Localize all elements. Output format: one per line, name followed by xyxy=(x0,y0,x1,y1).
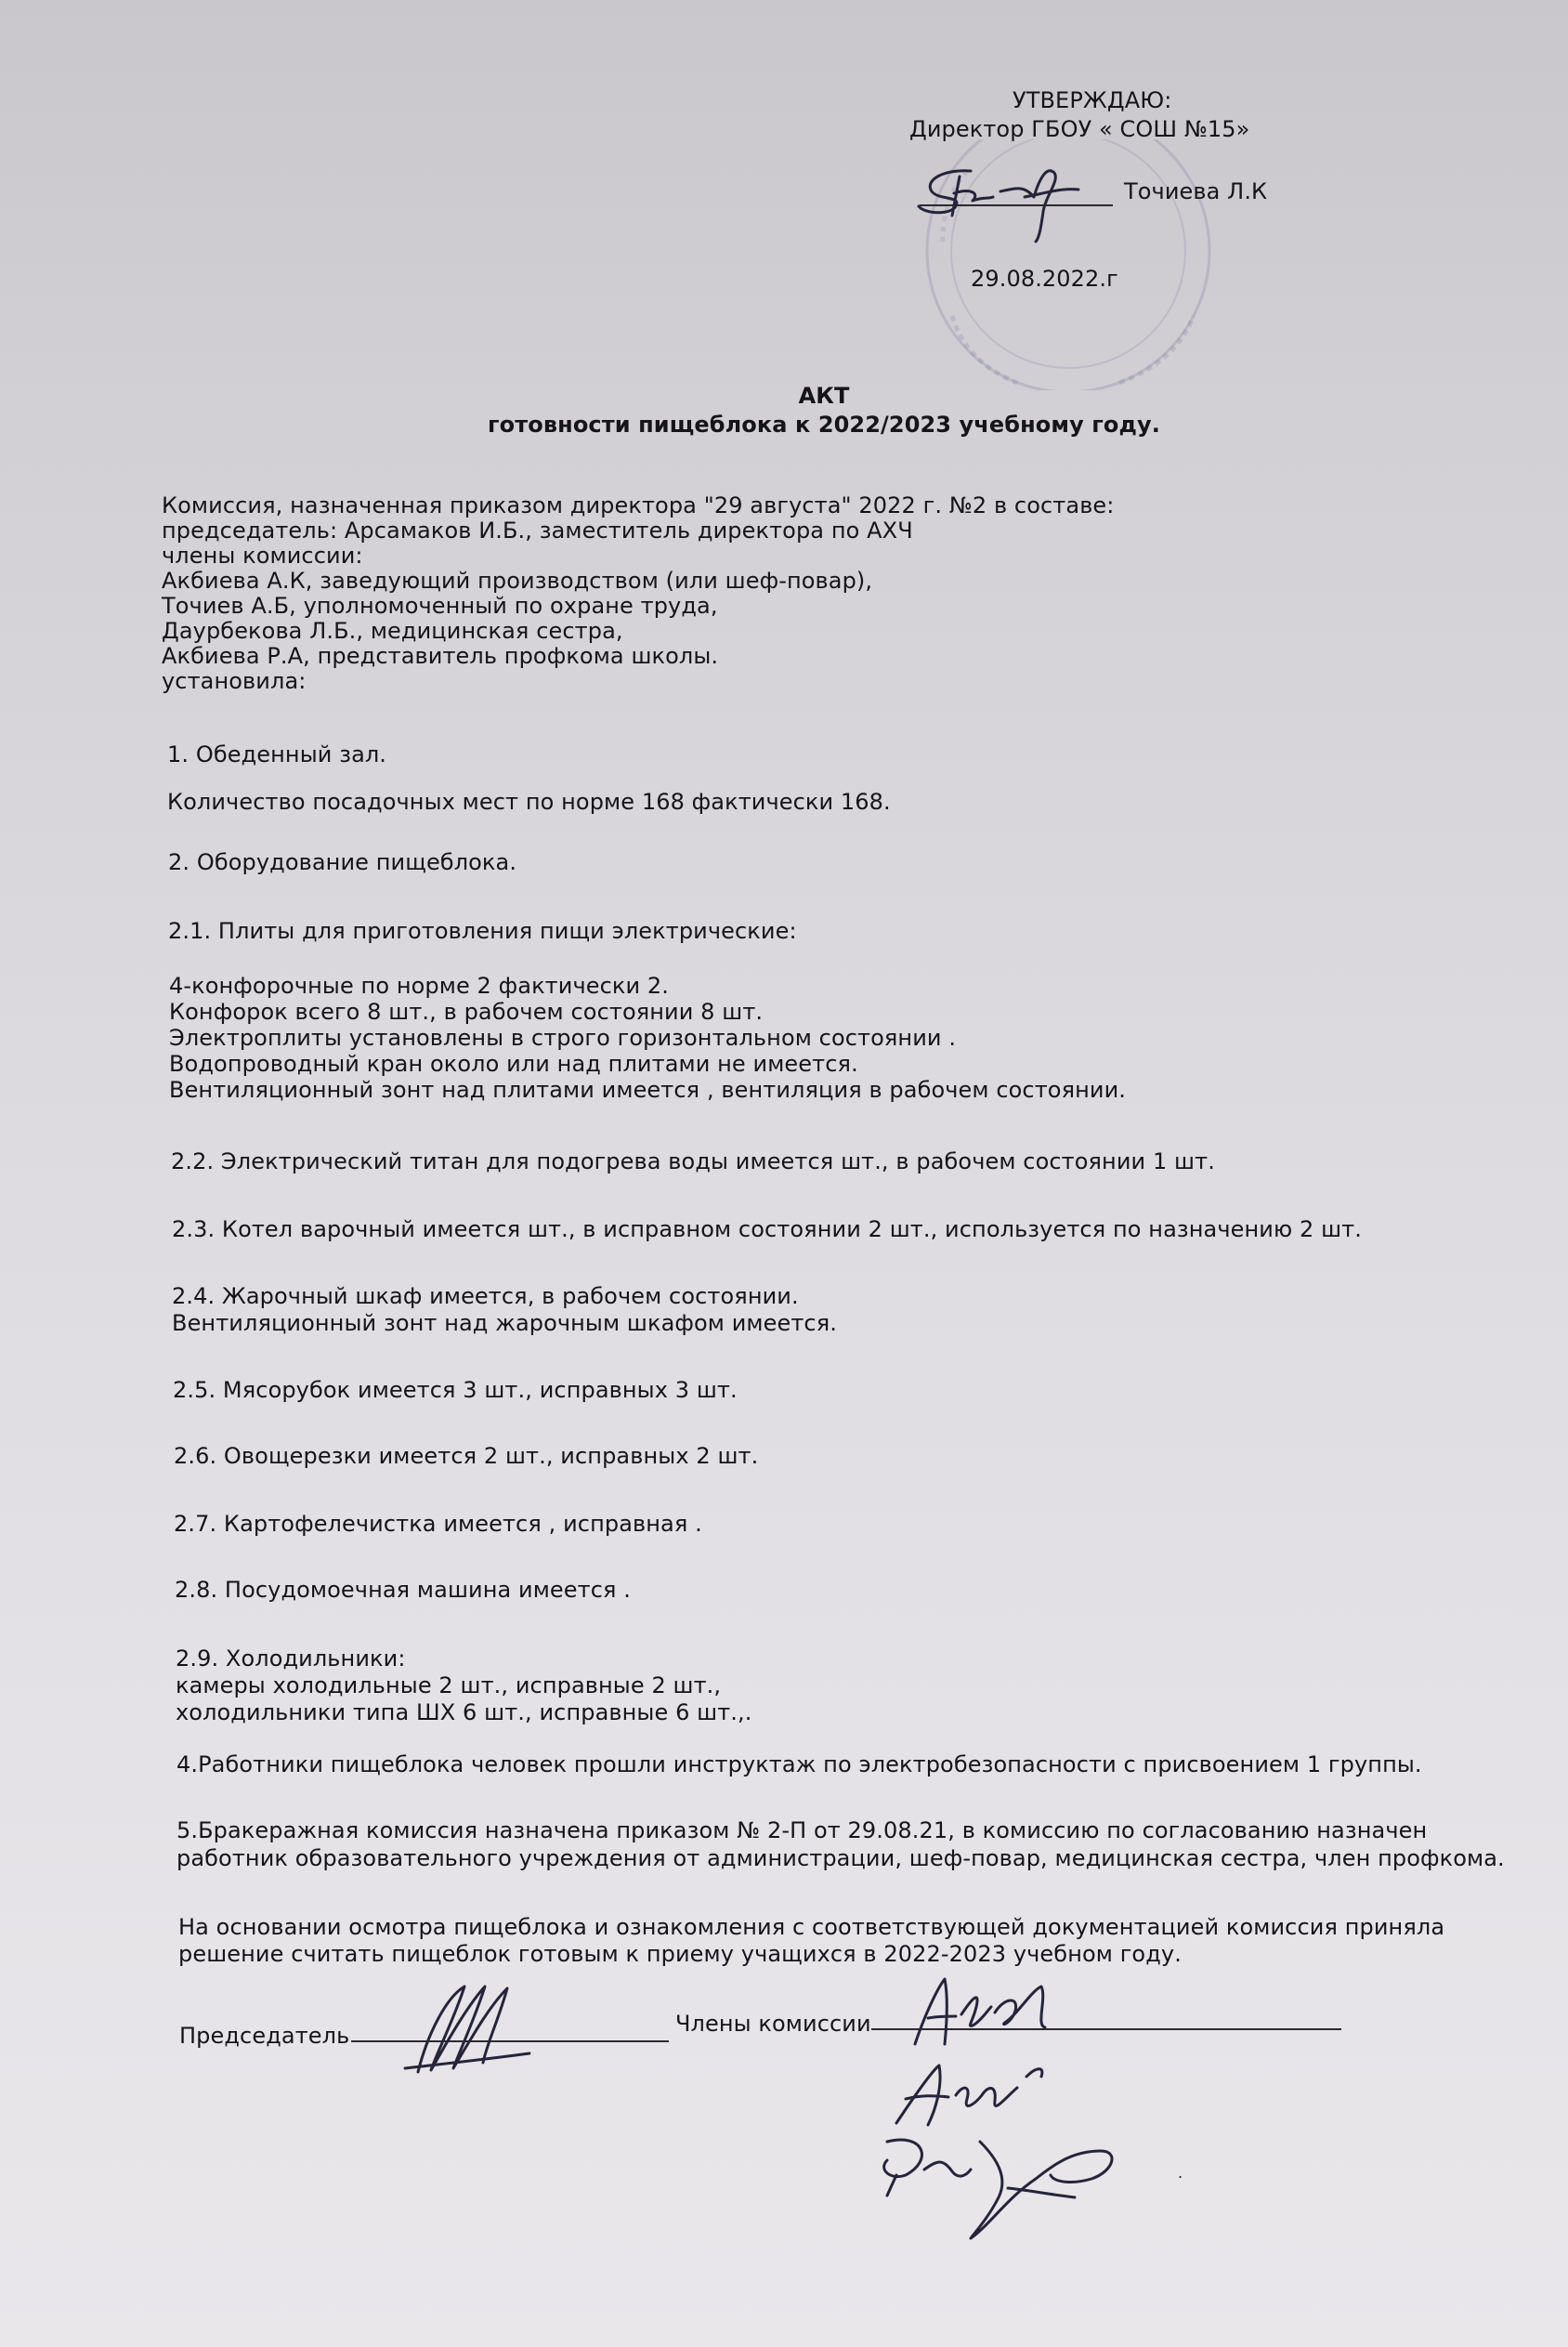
director-signature xyxy=(915,160,1119,243)
approval-heading: УТВЕРЖДАЮ: xyxy=(1013,87,1172,113)
intro-line: Точиев А.Б, уполномоченный по охране труда, xyxy=(162,593,718,619)
member-signature-1 xyxy=(906,1970,1073,2053)
section-2-title: 2. Оборудование пищеблока. xyxy=(168,849,517,875)
intro-line: Комиссия, назначенная приказом директора "29 августа" 2022 г. №2 в составе: xyxy=(162,492,1115,518)
approval-signer: Точиева Л.К xyxy=(1124,178,1268,204)
section-2-1-line: Вентиляционный зонт над плитами имеется , вентиляция в рабочем состоянии. xyxy=(169,1077,1127,1103)
section-2-9-line: камеры холодильные 2 шт., исправные 2 шт., xyxy=(176,1672,722,1698)
conclusion-line: решение считать пищеблок готовым к приему учащихся в 2022-2023 учебном году. xyxy=(178,1941,1182,1967)
section-2-1-title: 2.1. Плиты для приготовления пищи электрические: xyxy=(168,918,797,944)
document-title: АКТ xyxy=(798,383,850,409)
intro-line: Акбиева Р.А, представитель профкома школы. xyxy=(162,643,719,669)
section-2-3: 2.3. Котел варочный имеется шт., в исправном состоянии 2 шт., используется по назначению 2 шт. xyxy=(172,1216,1362,1242)
section-5-line: работник образовательного учреждения от администрации, шеф-повар, медицинская сестра, член профкома. xyxy=(176,1845,1505,1871)
section-2-1-line: Конфорок всего 8 шт., в рабочем состоянии 8 шт. xyxy=(169,999,764,1025)
member-signature-2 xyxy=(878,2058,1064,2132)
section-1-title: 1. Обеденный зал. xyxy=(167,741,387,767)
section-2-9-line: холодильники типа ШХ 6 шт., исправные 6 шт.,. xyxy=(176,1699,752,1725)
section-1-text: Количество посадочных мест по норме 168 фактически 168. xyxy=(167,789,891,815)
chairman-signature xyxy=(399,1979,539,2081)
section-4: 4.Работники пищеблока человек прошли инструктаж по электробезопасности с присвоением 1 группы. xyxy=(176,1751,1422,1777)
member-signature-3 xyxy=(869,2123,1138,2244)
section-2-1-line: Водопроводный кран около или над плитами не имеется. xyxy=(169,1051,858,1077)
document-subtitle: готовности пищеблока к 2022/2023 учебному году. xyxy=(488,412,1160,438)
intro-line: Даурбекова Л.Б., медицинская сестра, xyxy=(162,618,623,644)
intro-line: Акбиева А.К, заведующий производством (или шеф-повар), xyxy=(162,568,873,594)
section-2-5: 2.5. Мясорубок имеется 3 шт., исправных 3 шт. xyxy=(173,1377,738,1403)
section-2-4-line: Вентиляционный зонт над жарочным шкафом имеется. xyxy=(172,1310,837,1336)
intro-line: члены комиссии: xyxy=(162,543,363,569)
intro-line: установила: xyxy=(162,668,307,694)
approval-position: Директор ГБОУ « СОШ №15» xyxy=(909,116,1250,142)
members-label: Члены комиссии xyxy=(675,2011,871,2037)
intro-line: председатель: Арсамаков И.Б., заместитель директора по АХЧ xyxy=(162,518,913,544)
section-2-4-line: 2.4. Жарочный шкаф имеется, в рабочем состоянии. xyxy=(172,1283,799,1309)
section-2-7: 2.7. Картофелечистка имеется , исправная . xyxy=(174,1511,702,1537)
conclusion-line: На основании осмотра пищеблока и ознакомления с соответствующей документацией комиссия приняла xyxy=(178,1914,1445,1940)
section-2-1-line: Электроплиты установлены в строго горизонтальном состоянии . xyxy=(169,1025,957,1051)
approval-date: 29.08.2022.г xyxy=(971,266,1118,292)
section-2-2: 2.2. Электрический титан для подогрева воды имеется шт., в рабочем состоянии 1 шт. xyxy=(171,1148,1215,1174)
stray-dot: . xyxy=(1178,2164,1183,2182)
director-signature-line xyxy=(920,204,1113,206)
section-2-9-line: 2.9. Холодильники: xyxy=(176,1646,406,1672)
section-2-6: 2.6. Овощерезки имеется 2 шт., исправных 2 шт. xyxy=(174,1443,759,1469)
chairman-label: Председатель xyxy=(179,2023,350,2049)
section-2-8: 2.8. Посудомоечная машина имеется . xyxy=(175,1577,632,1603)
section-5-line: 5.Бракеражная комиссия назначена приказом № 2-П от 29.08.21, в комиссию по согласованию назначен xyxy=(176,1817,1428,1843)
section-2-1-line: 4-конфорочные по норме 2 фактически 2. xyxy=(169,973,670,999)
